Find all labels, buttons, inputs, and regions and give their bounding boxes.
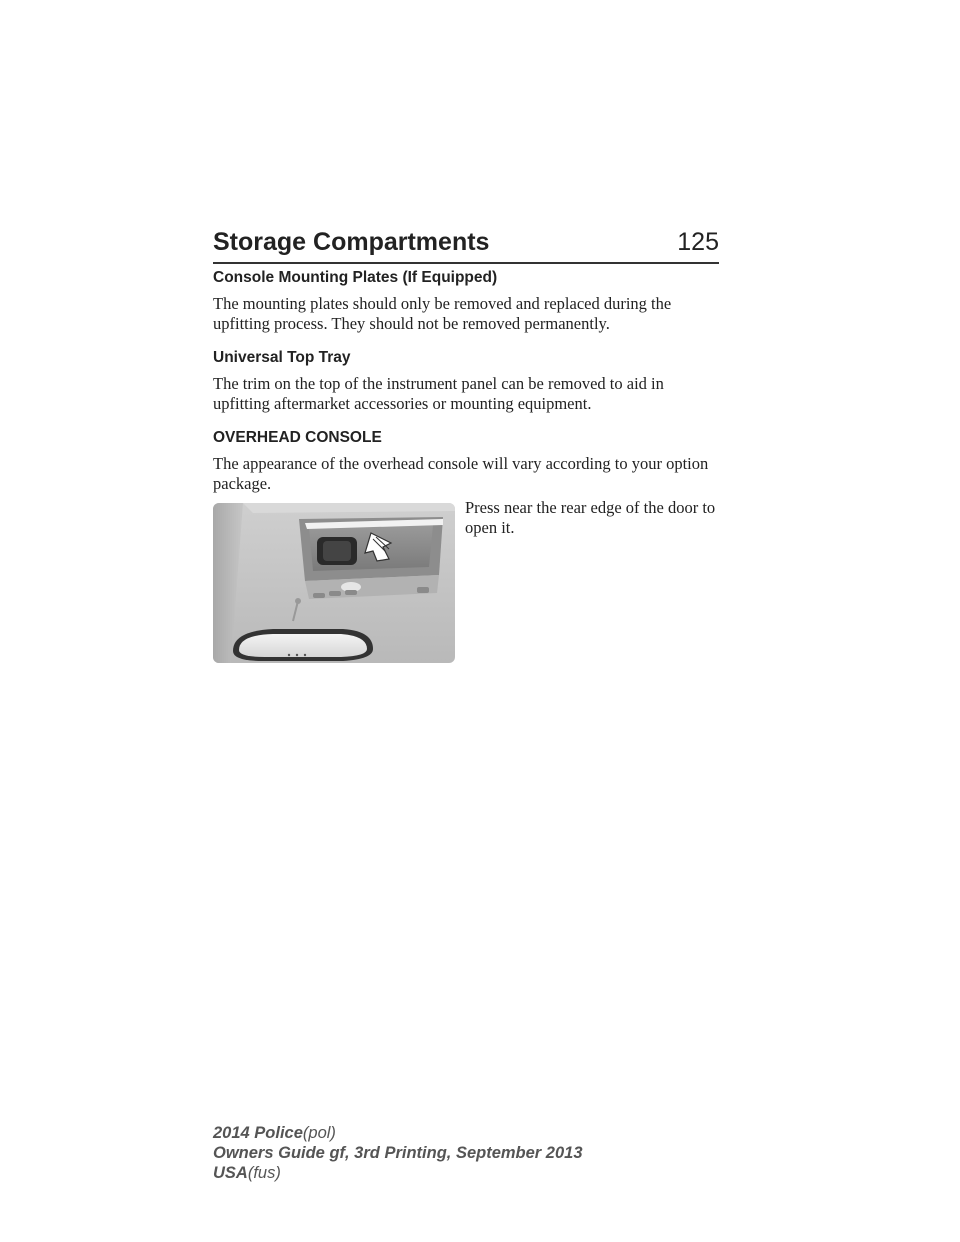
footer-region-line bbox=[213, 1163, 583, 1183]
page-content bbox=[213, 268, 719, 668]
page-header bbox=[213, 226, 719, 264]
page-number: 125 bbox=[677, 228, 719, 256]
page-title: Storage Compartments bbox=[213, 228, 490, 256]
footer-region-code: (fus) bbox=[247, 1164, 281, 1182]
footer-region: USA bbox=[213, 1164, 248, 1182]
footer-model-code: (pol) bbox=[302, 1124, 336, 1142]
section-heading-mounting-plates: Console Mounting Plates (If Equipped) bbox=[213, 269, 498, 286]
section-body-top-tray: The trim on the top of the instrument panel can be removed to aid in upfitting aftermarket accessories or mounting equipment. bbox=[213, 374, 664, 413]
section-heading-top-tray: Universal Top Tray bbox=[213, 349, 351, 366]
section-body-mounting-plates: The mounting plates should only be removed and replaced during the upfitting process. They should not be removed permanently. bbox=[213, 294, 672, 333]
page-footer bbox=[213, 1123, 583, 1183]
figure-caption: Press near the rear edge of the door to open it. bbox=[465, 498, 716, 537]
section-heading-overhead-console: OVERHEAD CONSOLE bbox=[213, 429, 382, 446]
section-body-overhead-console: The appearance of the overhead console will vary according to your option package. bbox=[213, 454, 709, 493]
figure-row bbox=[213, 498, 719, 668]
footer-guide: Owners Guide gf, 3rd Printing, September 2013 bbox=[213, 1144, 583, 1162]
overhead-console-illustration bbox=[213, 503, 455, 663]
footer-model-line bbox=[213, 1123, 583, 1143]
footer-model: 2014 Police bbox=[213, 1124, 303, 1142]
